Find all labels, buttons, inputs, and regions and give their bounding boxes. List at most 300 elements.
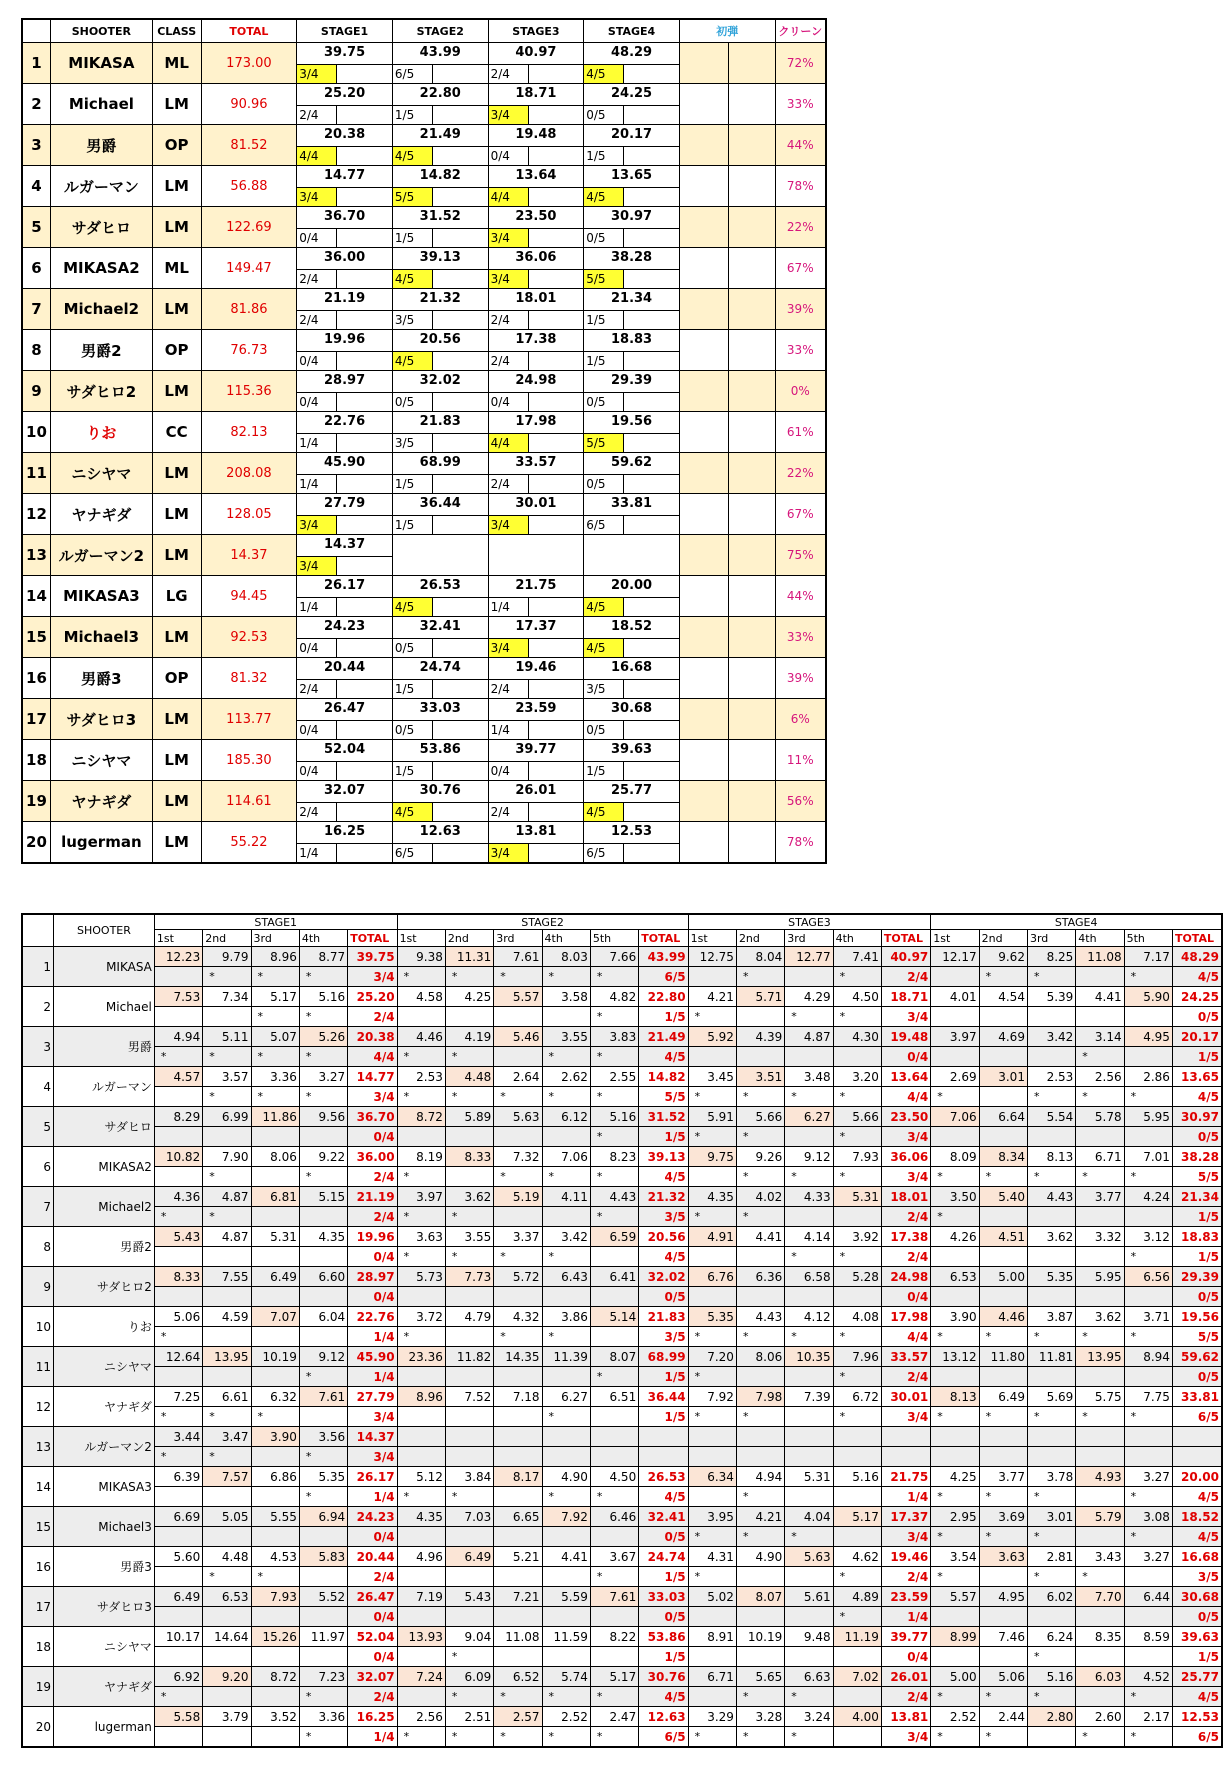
shot-time: 6.51 — [590, 1387, 638, 1407]
shot-hit-mark — [203, 1607, 251, 1627]
shot-time: 13.93 — [397, 1627, 445, 1647]
shooter-number: 17 — [22, 699, 50, 740]
shot-hit-mark: * — [397, 1327, 445, 1347]
first-shot-a — [679, 740, 728, 781]
stage-total: 30.97 — [1172, 1107, 1222, 1127]
shot-hit-mark — [494, 1367, 542, 1387]
shot-time: 12.23 — [154, 947, 202, 967]
shot-time: 6.02 — [1027, 1587, 1075, 1607]
shot-hit-mark: * — [736, 1487, 784, 1507]
stage-hits-row — [393, 761, 488, 780]
stage-hit-count: 4/4 — [348, 1047, 397, 1067]
stage-score-cell — [297, 494, 393, 535]
stage-score-cell — [392, 699, 488, 740]
shot-time: 5.35 — [688, 1307, 736, 1327]
shot-hit-mark: * — [1124, 1527, 1172, 1547]
stage-time: 52.04 — [324, 742, 366, 757]
stage-total: 12.53 — [1172, 1707, 1222, 1727]
shot-time: 4.90 — [542, 1467, 590, 1487]
shot-hit-mark — [299, 1647, 347, 1667]
shot-hit-mark: * — [1076, 1087, 1124, 1107]
stage-score — [584, 412, 679, 452]
shot-hit-mark — [494, 1487, 542, 1507]
shot-time: 5.19 — [494, 1187, 542, 1207]
shot-time: 4.30 — [833, 1027, 881, 1047]
stage-time: 30.97 — [610, 209, 653, 224]
shot-hit-mark: * — [397, 1047, 445, 1067]
stage-hits: 2/4 — [297, 106, 337, 124]
shot-hit-mark — [397, 1527, 445, 1547]
shot-hit-mark: * — [494, 1247, 542, 1267]
shooter-class: LM — [152, 699, 201, 740]
shot-hit-mark — [688, 1487, 736, 1507]
stage-hit-count — [639, 1447, 688, 1467]
first-shot-b — [728, 412, 775, 453]
shot-time: 3.27 — [1124, 1547, 1172, 1567]
shot-time: 5.15 — [299, 1187, 347, 1207]
shot-time: 3.50 — [931, 1187, 979, 1207]
shot-hit-mark: * — [1027, 1167, 1075, 1187]
shot-time: 6.63 — [785, 1667, 833, 1687]
shot-hit-mark: * — [979, 1527, 1027, 1547]
shot-hit-mark — [494, 1127, 542, 1147]
shot-time: 4.91 — [688, 1227, 736, 1247]
header-shooter: SHOOTER — [50, 19, 152, 43]
shot-time: 7.61 — [494, 947, 542, 967]
shot-hit-mark — [1076, 1287, 1124, 1307]
header-stage3: STAGE3 — [488, 19, 584, 43]
stage-total: 32.02 — [639, 1267, 688, 1287]
summary-row — [22, 781, 826, 822]
shot-time: 5.16 — [1027, 1667, 1075, 1687]
shot-hit-mark — [154, 1727, 202, 1748]
shot-header: 4th — [1076, 930, 1124, 947]
detail-row-times — [22, 1547, 1222, 1567]
first-shot-b — [728, 740, 775, 781]
stage-hit-count: 2/4 — [881, 967, 930, 987]
shot-time: 8.06 — [736, 1347, 784, 1367]
shot-hit-mark — [251, 1687, 299, 1707]
shot-time — [785, 1427, 833, 1447]
shot-time: 5.73 — [397, 1267, 445, 1287]
shooter-class: LM — [152, 371, 201, 412]
detail-table — [21, 913, 1223, 1748]
shot-hit-mark — [154, 1087, 202, 1107]
stage-hit-count: 3/4 — [348, 1447, 397, 1467]
shot-hit-mark: * — [494, 1327, 542, 1347]
shot-hit-mark: * — [833, 1367, 881, 1387]
stage-total: 14.37 — [348, 1427, 397, 1447]
shot-time: 5.21 — [494, 1547, 542, 1567]
stage-hits-row — [489, 392, 584, 411]
shooter-number: 13 — [22, 535, 50, 576]
stage-time: 30.68 — [610, 701, 653, 716]
stage-time: 25.20 — [324, 86, 366, 101]
shot-time: 2.51 — [445, 1707, 493, 1727]
shot-hit-mark: * — [203, 1167, 251, 1187]
stage-hit-count: 3/4 — [348, 1407, 397, 1427]
stage-time: 13.81 — [515, 824, 557, 839]
stage-score — [297, 494, 392, 534]
shot-time: 2.64 — [494, 1067, 542, 1087]
shooter-number: 4 — [22, 166, 50, 207]
summary-row — [22, 658, 826, 699]
shot-hit-mark — [203, 1647, 251, 1667]
shot-time: 8.06 — [251, 1147, 299, 1167]
shot-hit-mark: * — [979, 1167, 1027, 1187]
shot-hit-mark — [203, 1487, 251, 1507]
stage-hits: 1/5 — [393, 680, 433, 698]
stage-total: 19.48 — [881, 1027, 930, 1047]
stage-hit-count: 0/5 — [639, 1287, 688, 1307]
shot-time: 7.52 — [445, 1387, 493, 1407]
stage-score-cell — [297, 84, 393, 125]
detail-header-stage2: STAGE2 — [397, 914, 688, 930]
detail-row-hits — [22, 1207, 1222, 1227]
stage-score — [297, 781, 392, 821]
stage-hit-count: 2/4 — [881, 1687, 930, 1707]
shot-time: 9.75 — [688, 1147, 736, 1167]
shot-time: 9.48 — [785, 1627, 833, 1647]
shot-hit-mark: * — [736, 1327, 784, 1347]
stage-score-cell — [392, 371, 488, 412]
stage-time: 36.06 — [515, 250, 557, 265]
shot-hit-mark: * — [494, 1167, 542, 1187]
shot-time: 5.78 — [1076, 1107, 1124, 1127]
shot-time: 4.08 — [833, 1307, 881, 1327]
stage-hits-row — [584, 64, 679, 83]
stage-time: 29.39 — [610, 373, 653, 388]
shot-time: 2.60 — [1076, 1707, 1124, 1727]
shot-hit-mark — [785, 1647, 833, 1667]
shot-time: 5.72 — [494, 1267, 542, 1287]
stage-hit-count: 3/5 — [639, 1327, 688, 1347]
shooter-number: 9 — [22, 371, 50, 412]
shot-time: 7.24 — [397, 1667, 445, 1687]
stage-hits-row — [393, 515, 488, 534]
shot-hit-mark — [1076, 1527, 1124, 1547]
stage-time: 22.80 — [419, 86, 461, 101]
shot-time: 6.72 — [833, 1387, 881, 1407]
shot-hit-mark: * — [397, 1167, 445, 1187]
shot-time: 4.54 — [979, 987, 1027, 1007]
stage-score-cell — [488, 822, 584, 864]
shot-time: 5.79 — [1076, 1507, 1124, 1527]
stage-score — [489, 289, 584, 329]
shot-hit-mark — [445, 1567, 493, 1587]
shot-hit-mark: * — [1124, 1487, 1172, 1507]
stage-hits-row — [393, 843, 488, 862]
shot-hit-mark: * — [590, 1167, 638, 1187]
shot-hit-mark — [251, 1207, 299, 1227]
stage-hits-row — [584, 310, 679, 329]
detail-row-hits — [22, 1727, 1222, 1748]
shooter-class: OP — [152, 330, 201, 371]
stage-hits: 2/4 — [297, 680, 337, 698]
stage-hits: 2/4 — [489, 680, 529, 698]
stage-hits-row — [297, 474, 392, 493]
shot-header: 3rd — [251, 930, 299, 947]
detail-row-hits — [22, 1407, 1222, 1427]
shot-hit-mark: * — [833, 967, 881, 987]
stage-total: 13.81 — [881, 1707, 930, 1727]
shot-time: 6.32 — [251, 1387, 299, 1407]
shot-hit-mark — [833, 1287, 881, 1307]
stage-score — [297, 248, 392, 288]
stage-hit-count: 1/5 — [639, 1127, 688, 1147]
shooter-total: 55.22 — [201, 822, 297, 864]
stage-total: 20.56 — [639, 1227, 688, 1247]
shot-hit-mark — [931, 1607, 979, 1627]
shot-time: 2.53 — [397, 1067, 445, 1087]
shot-time: 4.26 — [931, 1227, 979, 1247]
shot-time — [397, 1427, 445, 1447]
summary-row — [22, 576, 826, 617]
shot-time: 6.09 — [445, 1667, 493, 1687]
summary-row — [22, 699, 826, 740]
shooter-name: りお — [50, 412, 152, 453]
shot-time: 3.90 — [251, 1427, 299, 1447]
stage-score — [584, 781, 679, 821]
stage-score-cell — [584, 781, 680, 822]
shot-hit-mark — [154, 1247, 202, 1267]
shot-hit-mark: * — [688, 1567, 736, 1587]
stage-hit-count: 1/5 — [639, 1567, 688, 1587]
stage-score — [393, 289, 488, 329]
stage-time: 19.48 — [515, 127, 557, 142]
shot-hit-mark — [979, 1607, 1027, 1627]
shot-hit-mark: * — [590, 1687, 638, 1707]
detail-row-times — [22, 1227, 1222, 1247]
clean-rate: 22% — [775, 453, 826, 494]
stage-score — [297, 207, 392, 247]
shooter-name: ニシヤマ — [50, 453, 152, 494]
stage-time: 36.00 — [324, 250, 366, 265]
shot-hit-mark — [154, 1647, 202, 1667]
shot-hit-mark: * — [590, 1567, 638, 1587]
stage-score — [584, 125, 679, 165]
shot-hit-mark: * — [736, 1127, 784, 1147]
detail-shooter-name: りお — [54, 1307, 155, 1347]
shot-hit-mark — [445, 1007, 493, 1027]
shooter-number: 6 — [22, 248, 50, 289]
shot-hit-mark — [203, 1247, 251, 1267]
stage-score-cell — [297, 576, 393, 617]
stage-time: 31.52 — [419, 209, 461, 224]
stage-total: 26.17 — [348, 1467, 397, 1487]
stage-score — [489, 617, 584, 657]
stage-total: 18.52 — [1172, 1507, 1222, 1527]
shot-time: 3.97 — [931, 1027, 979, 1047]
shot-time: 5.28 — [833, 1267, 881, 1287]
shot-hit-mark — [397, 1367, 445, 1387]
detail-number: 3 — [22, 1027, 54, 1067]
shot-time: 6.65 — [494, 1507, 542, 1527]
shot-time: 5.31 — [833, 1187, 881, 1207]
shooter-number: 11 — [22, 453, 50, 494]
shot-hit-mark: * — [688, 1407, 736, 1427]
detail-number: 17 — [22, 1587, 54, 1627]
detail-row-times — [22, 1027, 1222, 1047]
stage-hits: 4/5 — [393, 352, 433, 370]
stage-score — [393, 248, 488, 288]
detail-row-hits — [22, 1327, 1222, 1347]
shot-time: 5.00 — [931, 1667, 979, 1687]
shot-time: 2.44 — [979, 1707, 1027, 1727]
stage-total — [881, 1427, 930, 1447]
stage-score — [584, 740, 679, 780]
shot-time: 3.86 — [542, 1307, 590, 1327]
shooter-total: 94.45 — [201, 576, 297, 617]
stage-hit-count: 1/4 — [348, 1327, 397, 1347]
stage-time: 26.53 — [419, 578, 461, 593]
shot-time: 6.94 — [299, 1507, 347, 1527]
shot-hit-mark: * — [1076, 1567, 1124, 1587]
stage-hit-count: 2/4 — [881, 1367, 930, 1387]
shooter-name: ヤナギダ — [50, 781, 152, 822]
shot-time: 9.38 — [397, 947, 445, 967]
stage-hit-count: 4/5 — [639, 1247, 688, 1267]
shot-hit-mark: * — [397, 967, 445, 987]
shot-time: 6.76 — [688, 1267, 736, 1287]
shot-time: 5.06 — [979, 1667, 1027, 1687]
shot-hit-mark: * — [1124, 1327, 1172, 1347]
shot-hit-mark: * — [833, 1407, 881, 1427]
stage-hits: 1/5 — [393, 762, 433, 780]
shot-time: 5.66 — [833, 1107, 881, 1127]
stage-hits: 4/5 — [584, 188, 624, 206]
stage-score-cell — [488, 166, 584, 207]
stage-score — [393, 412, 488, 452]
shot-hit-mark — [251, 1247, 299, 1267]
shot-time: 6.53 — [203, 1587, 251, 1607]
shot-time: 3.57 — [203, 1067, 251, 1087]
shot-hit-mark: * — [542, 1687, 590, 1707]
stage-hits: 2/4 — [297, 311, 337, 329]
shot-hit-mark: * — [445, 1047, 493, 1067]
stage-time: 16.25 — [324, 824, 366, 839]
shot-time: 3.01 — [979, 1067, 1027, 1087]
stage-time: 48.29 — [610, 45, 653, 60]
stage-hit-count: 0/5 — [639, 1607, 688, 1627]
stage-score-cell — [584, 371, 680, 412]
detail-row-times — [22, 1707, 1222, 1727]
first-shot-b — [728, 658, 775, 699]
detail-number: 14 — [22, 1467, 54, 1507]
shot-hit-mark — [688, 1647, 736, 1667]
stage-total: 17.37 — [881, 1507, 930, 1527]
stage-time: 33.03 — [419, 701, 461, 716]
shot-hit-mark: * — [590, 1047, 638, 1067]
shot-hit-mark: * — [251, 1407, 299, 1427]
shot-time: 4.95 — [1124, 1027, 1172, 1047]
shot-time: 5.54 — [1027, 1107, 1075, 1127]
stage-time: 13.64 — [515, 168, 557, 183]
shot-time: 4.33 — [785, 1187, 833, 1207]
shot-time: 8.34 — [979, 1147, 1027, 1167]
stage-time: 24.23 — [324, 619, 366, 634]
stage-total: 16.68 — [1172, 1547, 1222, 1567]
shot-hit-mark: * — [299, 967, 347, 987]
shot-hit-mark — [979, 1207, 1027, 1227]
stage-hits-row — [489, 187, 584, 206]
shot-time: 9.20 — [203, 1667, 251, 1687]
stage-hits-row — [393, 433, 488, 452]
detail-row-times — [22, 1067, 1222, 1087]
shot-hit-mark — [931, 1047, 979, 1067]
shot-hit-mark: * — [251, 967, 299, 987]
stage-score — [297, 740, 392, 780]
shot-time: 4.14 — [785, 1227, 833, 1247]
stage-score-cell — [297, 822, 393, 864]
shot-hit-mark — [833, 1687, 881, 1707]
detail-number: 8 — [22, 1227, 54, 1267]
shot-hit-mark — [542, 1207, 590, 1227]
stage-score — [297, 822, 392, 862]
shot-hit-mark — [494, 1287, 542, 1307]
shot-hit-mark — [785, 1287, 833, 1307]
shot-hit-mark: * — [931, 1087, 979, 1107]
shot-time: 7.96 — [833, 1347, 881, 1367]
shot-hit-mark — [494, 1647, 542, 1667]
stage-hit-count: 5/5 — [1172, 1167, 1222, 1187]
shot-time: 2.52 — [931, 1707, 979, 1727]
shot-hit-mark — [397, 1287, 445, 1307]
shot-hit-mark — [1027, 1207, 1075, 1227]
shot-time: 2.47 — [590, 1707, 638, 1727]
shot-time: 5.52 — [299, 1587, 347, 1607]
shot-time: 3.92 — [833, 1227, 881, 1247]
detail-number: 11 — [22, 1347, 54, 1387]
shot-hit-mark — [736, 1567, 784, 1587]
shot-time: 3.95 — [688, 1507, 736, 1527]
shot-time: 7.21 — [494, 1587, 542, 1607]
shot-hit-mark: * — [299, 1447, 347, 1467]
stage-total: 26.53 — [639, 1467, 688, 1487]
stage-hit-count: 0/4 — [881, 1647, 930, 1667]
stage-hits: 0/4 — [297, 721, 337, 739]
stage-score-cell — [488, 330, 584, 371]
stage-time: 32.02 — [419, 373, 461, 388]
shot-hit-mark: * — [1076, 1327, 1124, 1347]
shot-time: 7.93 — [251, 1587, 299, 1607]
detail-number: 16 — [22, 1547, 54, 1587]
shot-time: 3.24 — [785, 1707, 833, 1727]
stage-time: 26.17 — [324, 578, 366, 593]
shot-time: 4.43 — [736, 1307, 784, 1327]
shooter-class: LM — [152, 84, 201, 125]
summary-row — [22, 412, 826, 453]
shot-header: 1st — [397, 930, 445, 947]
shot-time: 13.95 — [1076, 1347, 1124, 1367]
shot-hit-mark: * — [397, 1207, 445, 1227]
stage-hits-row — [297, 597, 392, 616]
shot-hit-mark — [1027, 1607, 1075, 1627]
shot-hit-mark — [542, 1567, 590, 1587]
shot-time: 7.75 — [1124, 1387, 1172, 1407]
shot-time: 6.03 — [1076, 1667, 1124, 1687]
stage-hits-row — [584, 843, 679, 862]
shot-hit-mark — [785, 1207, 833, 1227]
shot-hit-mark — [785, 967, 833, 987]
shot-time: 8.29 — [154, 1107, 202, 1127]
shooter-number: 3 — [22, 125, 50, 166]
stage-hits-row — [489, 105, 584, 124]
shot-hit-mark: * — [833, 1127, 881, 1147]
stage-total: 33.57 — [881, 1347, 930, 1367]
stage-time: 21.34 — [610, 291, 653, 306]
shot-time — [931, 1427, 979, 1447]
